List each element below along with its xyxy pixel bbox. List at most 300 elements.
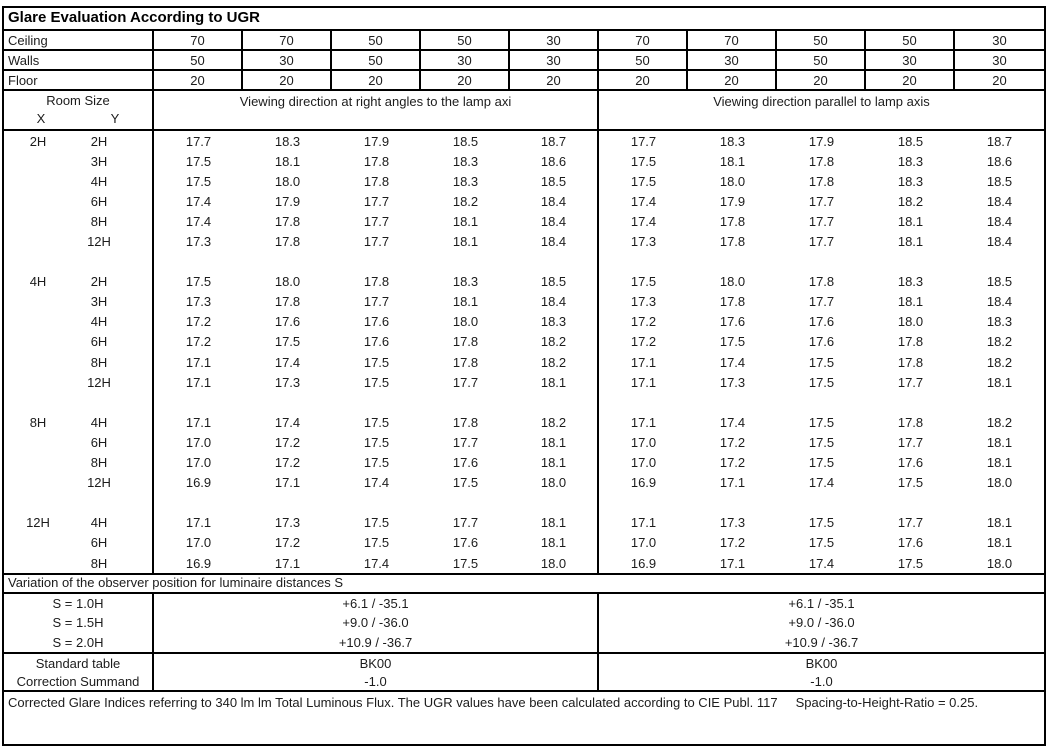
ugr-value: 18.6: [510, 151, 599, 171]
ugr-value: 17.0: [185, 535, 212, 551]
ugr-value: 17.8: [719, 234, 746, 250]
room-y: 6H: [72, 533, 154, 553]
ugr-value: 17.7: [897, 434, 924, 450]
standard-table-row: [4, 654, 1044, 672]
ugr-value: 17.5: [363, 515, 390, 531]
ugr-value: 18.1: [510, 533, 599, 553]
room-x: [4, 453, 72, 473]
ugr-value: 17.8: [274, 213, 301, 229]
ugr-value: 17.8: [452, 334, 479, 350]
room-y: 6H: [72, 332, 154, 352]
ugr-value: 17.5: [185, 153, 212, 169]
ugr-value: 17.5: [808, 434, 835, 450]
surface-value: 50: [777, 51, 866, 69]
room-y: 3H: [72, 151, 154, 171]
room-x: [4, 432, 72, 452]
ugr-value: 18.2: [452, 193, 479, 209]
ugr-value: 17.8: [452, 354, 479, 370]
ugr-value: 17.4: [274, 414, 301, 430]
surface-value: 30: [866, 51, 955, 69]
group-header-right-angles: Viewing direction at right angles to the lamp axi: [154, 91, 599, 129]
surface-label: Ceiling: [4, 31, 154, 49]
ugr-value: 18.3: [719, 133, 746, 149]
ugr-value: 18.1: [986, 374, 1013, 390]
room-x: [4, 312, 72, 332]
ugr-value: 18.2: [510, 332, 599, 352]
ugr-value: 17.4: [185, 193, 212, 209]
ugr-value: 18.0: [986, 475, 1013, 491]
ugr-value: 17.6: [897, 455, 924, 471]
ugr-value: 17.1: [274, 475, 301, 491]
ugr-value: 17.7: [808, 294, 835, 310]
ugr-value: 17.2: [274, 455, 301, 471]
ugr-table: [2, 6, 1046, 746]
ugr-value: 17.5: [808, 455, 835, 471]
ugr-value: [510, 493, 599, 513]
room-x: [4, 231, 72, 251]
variation-label: S = 2.0H: [4, 633, 154, 652]
ugr-value: [955, 493, 1044, 513]
ugr-value: 17.4: [630, 193, 657, 209]
ugr-value: 17.0: [630, 535, 657, 551]
ugr-value: 18.1: [986, 515, 1013, 531]
ugr-value: [866, 392, 955, 412]
ugr-value: 17.0: [630, 434, 657, 450]
ugr-value: [154, 252, 243, 272]
variation-value-right: +10.9 / -36.7: [784, 634, 859, 650]
ugr-value: [421, 493, 510, 513]
ugr-value: 18.3: [986, 314, 1013, 330]
ugr-value: 17.8: [897, 354, 924, 370]
ugr-value: 17.5: [363, 455, 390, 471]
ugr-value: 17.5: [630, 274, 657, 290]
ugr-row: [4, 231, 1044, 251]
ugr-value: [866, 493, 955, 513]
variation-value-right: +6.1 / -35.1: [788, 596, 855, 612]
ugr-value: 18.1: [452, 294, 479, 310]
ugr-value: 17.2: [719, 434, 746, 450]
surface-value: 20: [243, 71, 332, 89]
summary-value-left: BK00: [154, 654, 599, 672]
ugr-value: 17.7: [452, 515, 479, 531]
ugr-value: 16.9: [630, 555, 657, 571]
ugr-value: [866, 252, 955, 272]
ugr-value: 17.8: [897, 334, 924, 350]
surface-reflectance-rows: [4, 31, 1044, 91]
ugr-value: 18.2: [986, 334, 1013, 350]
ugr-value: 17.1: [630, 374, 657, 390]
ugr-value: 17.5: [897, 555, 924, 571]
room-y: 4H: [72, 412, 154, 432]
ugr-value: 17.1: [185, 414, 212, 430]
ugr-value: [243, 493, 332, 513]
ugr-value: 18.2: [510, 352, 599, 372]
surface-value: 30: [510, 31, 599, 49]
variation-row: [4, 613, 1044, 632]
ugr-value: [599, 493, 688, 513]
ugr-value: 17.5: [452, 475, 479, 491]
ugr-value: 17.8: [808, 173, 835, 189]
ugr-value: 18.1: [986, 434, 1013, 450]
room-x: 8H: [29, 414, 47, 430]
room-x: [4, 392, 72, 412]
room-size-header: [4, 91, 154, 129]
ugr-value: 18.3: [452, 153, 479, 169]
ugr-value: 18.4: [986, 213, 1013, 229]
ugr-value: 17.5: [630, 173, 657, 189]
ugr-value: [688, 252, 777, 272]
room-y: 8H: [72, 553, 154, 573]
ugr-value: [421, 392, 510, 412]
ugr-value: 17.5: [808, 354, 835, 370]
ugr-value: 18.0: [986, 555, 1013, 571]
ugr-value: 18.3: [897, 274, 924, 290]
ugr-value: 17.2: [630, 334, 657, 350]
ugr-value: 17.9: [808, 133, 835, 149]
ugr-value: 18.1: [510, 513, 599, 533]
ugr-value: 18.3: [452, 173, 479, 189]
correction-summand-row: [4, 672, 1044, 690]
ugr-value: [154, 493, 243, 513]
variation-label: S = 1.0H: [4, 594, 154, 613]
summary-value-right: -1.0: [810, 673, 833, 689]
ugr-value: 17.5: [363, 535, 390, 551]
ugr-value: 17.3: [719, 374, 746, 390]
room-y: 12H: [72, 372, 154, 392]
ugr-value: 17.9: [719, 193, 746, 209]
group-header-parallel: Viewing direction parallel to lamp axis: [713, 94, 930, 109]
ugr-value: 17.4: [719, 354, 746, 370]
ugr-row: [4, 372, 1044, 392]
footer-note: Corrected Glare Indices referring to 340 lm lm Total Luminous Flux. The UGR values have been calculated according to CIE Publ. 117 Spacing-to-Height-Ratio = 0.25.: [8, 695, 979, 710]
surface-value: 20: [992, 72, 1007, 88]
ugr-value: 18.1: [510, 453, 599, 473]
ugr-value: 17.0: [185, 434, 212, 450]
ugr-value: 18.5: [510, 272, 599, 292]
ugr-row: [4, 473, 1044, 493]
variation-value-right: +9.0 / -36.0: [788, 615, 855, 631]
ugr-value: 17.1: [719, 555, 746, 571]
ugr-value: 17.4: [808, 555, 835, 571]
ugr-value: 18.4: [510, 231, 599, 251]
variation-label: S = 1.5H: [4, 613, 154, 632]
ugr-value: 17.7: [897, 374, 924, 390]
ugr-row: [4, 412, 1044, 432]
ugr-row: [4, 352, 1044, 372]
spacer-row: [4, 392, 1044, 412]
ugr-value: [421, 252, 510, 272]
ugr-value: 18.5: [986, 274, 1013, 290]
ugr-value: 17.6: [363, 334, 390, 350]
ugr-value: 18.7: [510, 131, 599, 151]
ugr-value: [599, 252, 688, 272]
ugr-value: 17.5: [452, 555, 479, 571]
ugr-value: 18.1: [719, 153, 746, 169]
surface-value: 30: [992, 32, 1007, 48]
ugr-value: [599, 392, 688, 412]
room-y: [72, 392, 154, 412]
ugr-value: [688, 493, 777, 513]
room-y: 3H: [72, 292, 154, 312]
ugr-value: 17.5: [808, 535, 835, 551]
surface-value: 20: [688, 71, 777, 89]
ugr-value: 18.4: [986, 294, 1013, 310]
ugr-value: 17.8: [274, 234, 301, 250]
ugr-value: 17.4: [363, 555, 390, 571]
variation-rows: [4, 594, 1044, 654]
ugr-value: [955, 392, 1044, 412]
ugr-row: [4, 332, 1044, 352]
ugr-value: [955, 252, 1044, 272]
room-y: [72, 493, 154, 513]
ugr-value: [243, 392, 332, 412]
ugr-value: 18.1: [452, 213, 479, 229]
room-x: [4, 191, 72, 211]
surface-value: 30: [688, 51, 777, 69]
ugr-value: 17.8: [719, 294, 746, 310]
x-header: X: [36, 111, 46, 126]
y-header: Y: [110, 111, 120, 126]
room-y: 4H: [72, 513, 154, 533]
ugr-value: 17.4: [185, 213, 212, 229]
room-x: 4H: [29, 274, 47, 290]
room-y: 12H: [72, 231, 154, 251]
ugr-value: 17.5: [808, 374, 835, 390]
summary-label: Correction Summand: [4, 672, 154, 690]
ugr-value: 17.3: [185, 294, 212, 310]
room-x: [4, 493, 72, 513]
surface-value: 70: [154, 31, 243, 49]
ugr-value: 17.6: [808, 334, 835, 350]
summary-value-right: BK00: [805, 655, 838, 671]
ugr-value: 17.2: [274, 434, 301, 450]
ugr-value: 18.5: [452, 133, 479, 149]
ugr-value: 18.3: [897, 153, 924, 169]
ugr-value: 18.0: [897, 314, 924, 330]
surface-value: 30: [510, 51, 599, 69]
variation-row: [4, 633, 1044, 652]
ugr-value: 18.7: [986, 133, 1013, 149]
ugr-value: 17.2: [274, 535, 301, 551]
ugr-value: 17.6: [452, 455, 479, 471]
spacer-row: [4, 252, 1044, 272]
ugr-value: 17.1: [185, 374, 212, 390]
ugr-value: 18.0: [719, 274, 746, 290]
surface-value: 50: [777, 31, 866, 49]
summary-label: Standard table: [4, 654, 154, 672]
ugr-value: 18.1: [986, 455, 1013, 471]
room-y: 2H: [72, 131, 154, 151]
xy-header-row: [4, 111, 152, 126]
surface-value: 50: [421, 31, 510, 49]
ugr-value: 17.7: [363, 193, 390, 209]
ugr-value: 18.1: [510, 372, 599, 392]
surface-value: 50: [332, 31, 421, 49]
surface-value: 50: [332, 51, 421, 69]
ugr-value: 17.3: [274, 515, 301, 531]
ugr-value: 18.1: [897, 234, 924, 250]
ugr-value: 17.6: [363, 314, 390, 330]
ugr-value: 18.5: [510, 171, 599, 191]
surface-label: Floor: [4, 71, 154, 89]
surface-value: 30: [421, 51, 510, 69]
room-x: [4, 252, 72, 272]
ugr-value: 17.7: [808, 234, 835, 250]
surface-value: 20: [421, 71, 510, 89]
surface-value: 20: [154, 71, 243, 89]
ugr-value: 17.5: [363, 374, 390, 390]
ugr-value: 18.1: [452, 234, 479, 250]
ugr-value: 17.8: [363, 153, 390, 169]
ugr-value: [510, 252, 599, 272]
ugr-row: [4, 292, 1044, 312]
surface-value: 30: [992, 52, 1007, 68]
ugr-value: 17.5: [630, 153, 657, 169]
ugr-value: 17.5: [808, 414, 835, 430]
room-y: 8H: [72, 453, 154, 473]
ugr-value: 17.8: [274, 294, 301, 310]
ugr-value: 17.8: [808, 153, 835, 169]
room-y: 4H: [72, 171, 154, 191]
ugr-value: 17.7: [363, 294, 390, 310]
room-x: 12H: [26, 515, 50, 531]
ugr-value: 17.8: [719, 213, 746, 229]
ugr-value: 17.5: [185, 274, 212, 290]
variation-value-left: +9.0 / -36.0: [154, 613, 599, 632]
ugr-value: 17.1: [630, 414, 657, 430]
ugr-value: 18.4: [510, 191, 599, 211]
ugr-value: 17.8: [897, 414, 924, 430]
ugr-value: [332, 493, 421, 513]
ugr-value: 18.5: [897, 133, 924, 149]
ugr-value: 18.1: [897, 294, 924, 310]
spacer-row: [4, 493, 1044, 513]
ugr-value: 18.1: [510, 432, 599, 452]
surface-value: 20: [599, 71, 688, 89]
surface-value: 20: [777, 71, 866, 89]
column-headers: [4, 91, 1044, 131]
ugr-value: [332, 252, 421, 272]
ugr-value: 18.2: [897, 193, 924, 209]
ugr-value: 17.6: [719, 314, 746, 330]
ugr-value: 17.7: [897, 515, 924, 531]
room-x: [4, 473, 72, 493]
ugr-value: 18.3: [452, 274, 479, 290]
ugr-row: [4, 453, 1044, 473]
ugr-value: 17.4: [808, 475, 835, 491]
ugr-value: 18.2: [986, 414, 1013, 430]
ugr-value: 17.3: [630, 234, 657, 250]
surface-label: Walls: [4, 51, 154, 69]
ugr-value: 18.3: [510, 312, 599, 332]
ugr-value: 17.7: [452, 434, 479, 450]
ugr-value: 18.3: [897, 173, 924, 189]
room-y: 6H: [72, 191, 154, 211]
ugr-row: [4, 131, 1044, 151]
surface-row-ceiling: [4, 31, 1044, 51]
ugr-row: [4, 151, 1044, 171]
summary-value-left: -1.0: [154, 672, 599, 690]
ugr-value: 17.7: [808, 213, 835, 229]
ugr-value: [154, 392, 243, 412]
ugr-row: [4, 191, 1044, 211]
ugr-value: 18.0: [274, 274, 301, 290]
ugr-value: 17.7: [452, 374, 479, 390]
ugr-value: 17.1: [719, 475, 746, 491]
room-x: [4, 553, 72, 573]
ugr-value: 17.4: [363, 475, 390, 491]
ugr-row: [4, 272, 1044, 292]
surface-value: 70: [599, 31, 688, 49]
room-x: [4, 292, 72, 312]
surface-row-floor: [4, 71, 1044, 91]
ugr-value: 18.0: [510, 553, 599, 573]
ugr-value: 18.1: [986, 535, 1013, 551]
ugr-value: 18.2: [986, 354, 1013, 370]
ugr-value: 18.0: [274, 173, 301, 189]
ugr-value: 17.9: [363, 133, 390, 149]
ugr-row: [4, 513, 1044, 533]
ugr-values-table: [4, 131, 1044, 575]
ugr-row: [4, 312, 1044, 332]
ugr-value: 17.8: [808, 274, 835, 290]
ugr-value: 17.7: [363, 213, 390, 229]
ugr-value: 17.5: [185, 173, 212, 189]
ugr-value: 17.1: [274, 555, 301, 571]
surface-value: 70: [243, 31, 332, 49]
ugr-value: 17.3: [719, 515, 746, 531]
ugr-value: 17.1: [185, 354, 212, 370]
ugr-value: 18.1: [897, 213, 924, 229]
ugr-value: 17.5: [719, 334, 746, 350]
ugr-value: 18.0: [452, 314, 479, 330]
ugr-value: 17.6: [897, 535, 924, 551]
ugr-value: 18.0: [510, 473, 599, 493]
ugr-value: 17.7: [363, 234, 390, 250]
surface-value: 20: [510, 71, 599, 89]
room-x: [4, 171, 72, 191]
room-x: [4, 533, 72, 553]
room-y: 4H: [72, 312, 154, 332]
room-x: [4, 372, 72, 392]
room-x: 2H: [29, 133, 47, 149]
ugr-row: [4, 553, 1044, 573]
ugr-value: 17.9: [274, 193, 301, 209]
room-x: [4, 151, 72, 171]
ugr-value: 17.7: [808, 193, 835, 209]
ugr-value: 17.7: [185, 133, 212, 149]
room-y: 8H: [72, 352, 154, 372]
ugr-value: 17.6: [452, 535, 479, 551]
variation-value-left: +10.9 / -36.7: [154, 633, 599, 652]
ugr-value: 18.4: [986, 234, 1013, 250]
ugr-value: 17.0: [630, 455, 657, 471]
surface-value: 20: [332, 71, 421, 89]
ugr-value: [777, 252, 866, 272]
ugr-value: 17.5: [363, 414, 390, 430]
ugr-value: 17.2: [719, 455, 746, 471]
ugr-value: [243, 252, 332, 272]
surface-value: 30: [243, 51, 332, 69]
surface-value: 70: [688, 31, 777, 49]
room-size-label: Room Size: [46, 93, 110, 108]
surface-row-walls: [4, 51, 1044, 71]
variation-heading: Variation of the observer position for luminaire distances S: [4, 575, 1044, 594]
ugr-value: 17.8: [363, 173, 390, 189]
ugr-value: 17.4: [719, 414, 746, 430]
room-x: [4, 332, 72, 352]
variation-value-left: +6.1 / -35.1: [154, 594, 599, 613]
